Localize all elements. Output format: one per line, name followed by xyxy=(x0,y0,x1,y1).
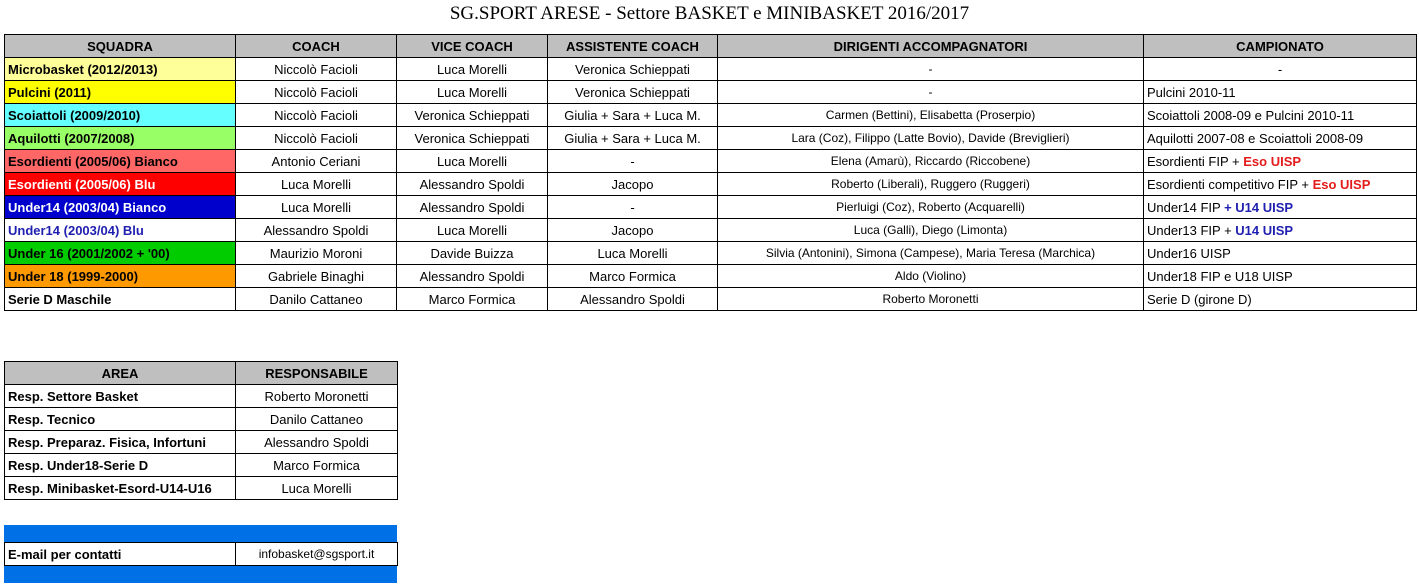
area-row xyxy=(5,477,398,500)
area-header-row xyxy=(5,362,398,385)
area-name: Resp. Preparaz. Fisica, Infortuni xyxy=(5,431,236,454)
area-responsabile: Roberto Moronetti xyxy=(236,385,398,408)
campionato-text: Serie D (girone D) xyxy=(1147,291,1252,307)
coach-cell: Luca Morelli xyxy=(236,173,397,196)
team-name: Serie D Maschile xyxy=(5,288,236,311)
campionato-highlight: Eso UISP xyxy=(1312,176,1371,192)
team-row xyxy=(5,288,1417,311)
header-area: AREA xyxy=(5,362,236,385)
assistant-coach-cell: - xyxy=(548,196,718,219)
area-row xyxy=(5,454,398,477)
dirigenti-cell: Roberto Moronetti xyxy=(718,288,1144,311)
campionato-text: Scoiattoli 2008-09 e Pulcini 2010-11 xyxy=(1147,107,1355,123)
team-row xyxy=(5,196,1417,219)
header-assistente-coach: ASSISTENTE COACH xyxy=(548,35,718,58)
campionato-cell xyxy=(1144,242,1417,265)
assistant-coach-cell: Alessandro Spoldi xyxy=(548,288,718,311)
vice-coach-cell: Alessandro Spoldi xyxy=(397,196,548,219)
area-responsabile: Danilo Cattaneo xyxy=(236,408,398,431)
assistant-coach-cell: Jacopo xyxy=(548,219,718,242)
coach-cell: Luca Morelli xyxy=(236,196,397,219)
area-row xyxy=(5,408,398,431)
assistant-coach-cell: Luca Morelli xyxy=(548,242,718,265)
team-name: Esordienti (2005/06) Bianco xyxy=(5,150,236,173)
teams-header-row xyxy=(5,35,1417,58)
team-name: Under 16 (2001/2002 + '00) xyxy=(5,242,236,265)
assistant-coach-cell: Jacopo xyxy=(548,173,718,196)
campionato-text: Pulcini 2010-11 xyxy=(1147,84,1236,100)
contact-bar-top xyxy=(4,525,397,542)
vice-coach-cell: Luca Morelli xyxy=(397,81,548,104)
team-name: Under14 (2003/04) Blu xyxy=(5,219,236,242)
vice-coach-cell: Alessandro Spoldi xyxy=(397,173,548,196)
vice-coach-cell: Davide Buizza xyxy=(397,242,548,265)
area-name: Resp. Under18-Serie D xyxy=(5,454,236,477)
dirigenti-cell: Roberto (Liberali), Ruggero (Ruggeri) xyxy=(718,173,1144,196)
header-campionato: CAMPIONATO xyxy=(1144,35,1417,58)
page-title: SG.SPORT ARESE - Settore BASKET e MINIBASKET 2016/2017 xyxy=(449,3,970,24)
dirigenti-cell: Carmen (Bettini), Elisabetta (Proserpio) xyxy=(718,104,1144,127)
assistant-coach-cell: - xyxy=(548,150,718,173)
campionato-cell xyxy=(1144,288,1417,311)
coach-cell: Niccolò Facioli xyxy=(236,58,397,81)
campionato-highlight: + U14 UISP xyxy=(1224,199,1294,215)
vice-coach-cell: Luca Morelli xyxy=(397,219,548,242)
campionato-highlight: U14 UISP xyxy=(1235,222,1294,238)
vice-coach-cell: Luca Morelli xyxy=(397,58,548,81)
campionato-cell xyxy=(1144,150,1417,173)
assistant-coach-cell: Giulia + Sara + Luca M. xyxy=(548,127,718,150)
team-name: Microbasket (2012/2013) xyxy=(5,58,236,81)
contact-email[interactable]: infobasket@sgsport.it xyxy=(236,543,398,566)
dirigenti-cell: Pierluigi (Coz), Roberto (Acquarelli) xyxy=(718,196,1144,219)
campionato-text: - xyxy=(1277,61,1283,77)
vice-coach-cell: Veronica Schieppati xyxy=(397,127,548,150)
team-row xyxy=(5,150,1417,173)
contact-row xyxy=(5,543,398,566)
campionato-cell xyxy=(1144,219,1417,242)
campionato-cell xyxy=(1144,265,1417,288)
team-row xyxy=(5,173,1417,196)
coach-cell: Danilo Cattaneo xyxy=(236,288,397,311)
campionato-text: Aquilotti 2007-08 e Scoiattoli 2008-09 xyxy=(1147,130,1364,146)
dirigenti-cell: - xyxy=(718,81,1144,104)
team-row xyxy=(5,219,1417,242)
coach-cell: Maurizio Moroni xyxy=(236,242,397,265)
team-name: Under14 (2003/04) Bianco xyxy=(5,196,236,219)
coach-cell: Niccolò Facioli xyxy=(236,81,397,104)
coach-cell: Gabriele Binaghi xyxy=(236,265,397,288)
contact-label: E-mail per contatti xyxy=(5,543,236,566)
area-name: Resp. Settore Basket xyxy=(5,385,236,408)
header-dirigenti: DIRIGENTI ACCOMPAGNATORI xyxy=(718,35,1144,58)
dirigenti-cell: Elena (Amarù), Riccardo (Riccobene) xyxy=(718,150,1144,173)
team-name: Esordienti (2005/06) Blu xyxy=(5,173,236,196)
vice-coach-cell: Luca Morelli xyxy=(397,150,548,173)
vice-coach-cell: Veronica Schieppati xyxy=(397,104,548,127)
dirigenti-cell: Aldo (Violino) xyxy=(718,265,1144,288)
contact-table xyxy=(4,542,398,566)
assistant-coach-cell: Marco Formica xyxy=(548,265,718,288)
team-row xyxy=(5,242,1417,265)
dirigenti-cell: - xyxy=(718,58,1144,81)
teams-table xyxy=(4,34,1417,311)
coach-cell: Antonio Ceriani xyxy=(236,150,397,173)
campionato-cell xyxy=(1144,104,1417,127)
header-coach: COACH xyxy=(236,35,397,58)
campionato-text: Esordienti competitivo FIP + xyxy=(1147,176,1313,192)
team-row xyxy=(5,127,1417,150)
assistant-coach-cell: Giulia + Sara + Luca M. xyxy=(548,104,718,127)
contact-bar-bottom xyxy=(4,566,397,583)
campionato-cell xyxy=(1144,173,1417,196)
area-responsabile: Luca Morelli xyxy=(236,477,398,500)
area-name: Resp. Tecnico xyxy=(5,408,236,431)
assistant-coach-cell: Veronica Schieppati xyxy=(548,81,718,104)
header-vice-coach: VICE COACH xyxy=(397,35,548,58)
vice-coach-cell: Marco Formica xyxy=(397,288,548,311)
campionato-cell xyxy=(1144,58,1417,81)
area-row xyxy=(5,431,398,454)
team-row xyxy=(5,81,1417,104)
campionato-text: Under14 FIP xyxy=(1147,199,1225,215)
campionato-cell xyxy=(1144,127,1417,150)
area-table xyxy=(4,361,398,500)
campionato-highlight: Eso UISP xyxy=(1243,153,1302,169)
dirigenti-cell: Lara (Coz), Filippo (Latte Bovio), Davide (Breviglieri) xyxy=(718,127,1144,150)
campionato-cell xyxy=(1144,196,1417,219)
assistant-coach-cell: Veronica Schieppati xyxy=(548,58,718,81)
vice-coach-cell: Alessandro Spoldi xyxy=(397,265,548,288)
coach-cell: Niccolò Facioli xyxy=(236,127,397,150)
area-responsabile: Marco Formica xyxy=(236,454,398,477)
team-row xyxy=(5,58,1417,81)
header-responsabile: RESPONSABILE xyxy=(236,362,398,385)
area-row xyxy=(5,385,398,408)
team-row xyxy=(5,104,1417,127)
coach-cell: Alessandro Spoldi xyxy=(236,219,397,242)
coach-cell: Niccolò Facioli xyxy=(236,104,397,127)
team-name: Under 18 (1999-2000) xyxy=(5,265,236,288)
header-squadra: SQUADRA xyxy=(5,35,236,58)
area-responsabile: Alessandro Spoldi xyxy=(236,431,398,454)
campionato-text: Esordienti FIP + xyxy=(1147,153,1244,169)
campionato-text: Under18 FIP e U18 UISP xyxy=(1147,268,1293,284)
team-row xyxy=(5,265,1417,288)
campionato-cell xyxy=(1144,81,1417,104)
team-name: Scoiattoli (2009/2010) xyxy=(5,104,236,127)
campionato-text: Under13 FIP + xyxy=(1147,222,1236,238)
dirigenti-cell: Silvia (Antonini), Simona (Campese), Maria Teresa (Marchica) xyxy=(718,242,1144,265)
campionato-text: Under16 UISP xyxy=(1147,245,1231,261)
area-name: Resp. Minibasket-Esord-U14-U16 xyxy=(5,477,236,500)
team-name: Pulcini (2011) xyxy=(5,81,236,104)
team-name: Aquilotti (2007/2008) xyxy=(5,127,236,150)
dirigenti-cell: Luca (Galli), Diego (Limonta) xyxy=(718,219,1144,242)
